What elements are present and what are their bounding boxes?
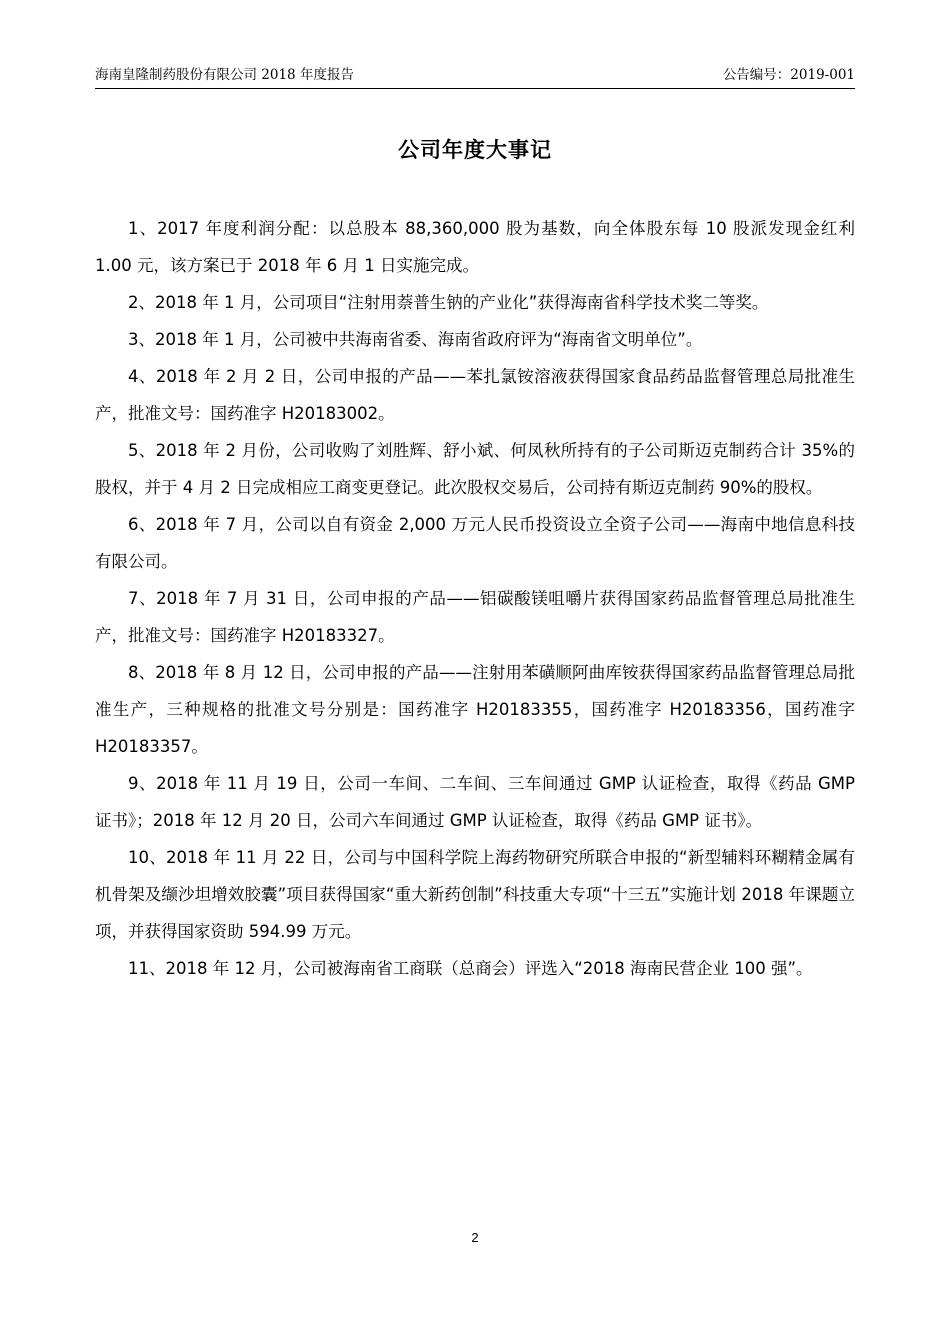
- event-item-11: 11、2018 年 12 月，公司被海南省工商联（总商会）评选入“2018 海南民营企业 100 强”。: [128, 959, 813, 978]
- event-item-2: 2、2018 年 1 月，公司项目“注射用萘普生钠的产业化”获得海南省科学技术奖二等奖。: [128, 293, 769, 312]
- event-item-5: 5、2018 年 2 月份，公司收购了刘胜辉、舒小斌、何凤秋所持有的子公司斯迈克制药合计 35%的股权，并于 4 月 2 日完成相应工商变更登记。此次股权交易后，公司持有斯迈克制药 90%的股权。: [95, 441, 855, 497]
- event-item-1: 1、2017 年度利润分配：以总股本 88,360,000 股为基数，向全体股东每 10 股派发现金红利 1.00 元，该方案已于 2018 年 6 月 1 日实施完成。: [95, 219, 855, 275]
- page-header: [95, 62, 855, 89]
- event-item-10: 10、2018 年 11 月 22 日，公司与中国科学院上海药物研究所联合申报的“新型辅料环糊精金属有机骨架及缬沙坦增效胶囊”项目获得国家“重大新药创制”科技重大专项“十三五”实施计划 2018 年课题立项，并获得国家资助 594.99 万元。: [95, 848, 855, 941]
- event-item-4: 4、2018 年 2 月 2 日，公司申报的产品——苯扎氯铵溶液获得国家食品药品监督管理总局批准生产，批准文号：国药准字 H20183002。: [95, 367, 855, 423]
- events-list: [95, 210, 855, 987]
- event-item-6: 6、2018 年 7 月，公司以自有资金 2,000 万元人民币投资设立全资子公司——海南中地信息科技有限公司。: [95, 515, 855, 571]
- page-title: 公司年度大事记: [398, 138, 552, 162]
- header-announcement-number: 公告编号：2019-001: [722, 67, 855, 83]
- event-item-7: 7、2018 年 7 月 31 日，公司申报的产品——铝碳酸镁咀嚼片获得国家药品监督管理总局批准生产，批准文号：国药准字 H20183327。: [95, 589, 855, 645]
- event-item-3: 3、2018 年 1 月，公司被中共海南省委、海南省政府评为“海南省文明单位”。: [128, 330, 703, 349]
- page-number: 2: [471, 1230, 479, 1245]
- event-item-8: 8、2018 年 8 月 12 日，公司申报的产品——注射用苯磺顺阿曲库铵获得国家药品监督管理总局批准生产，三种规格的批准文号分别是：国药准字 H20183355，国药准字 H20183356，国药准字 H20183357。: [95, 663, 855, 756]
- header-company-report: 海南皇隆制药股份有限公司 2018 年度报告: [95, 67, 354, 83]
- event-item-9: 9、2018 年 11 月 19 日，公司一车间、二车间、三车间通过 GMP 认证检查，取得《药品 GMP 证书》；2018 年 12 月 20 日，公司六车间通过 GMP 认证检查，取得《药品 GMP 证书》。: [95, 774, 855, 830]
